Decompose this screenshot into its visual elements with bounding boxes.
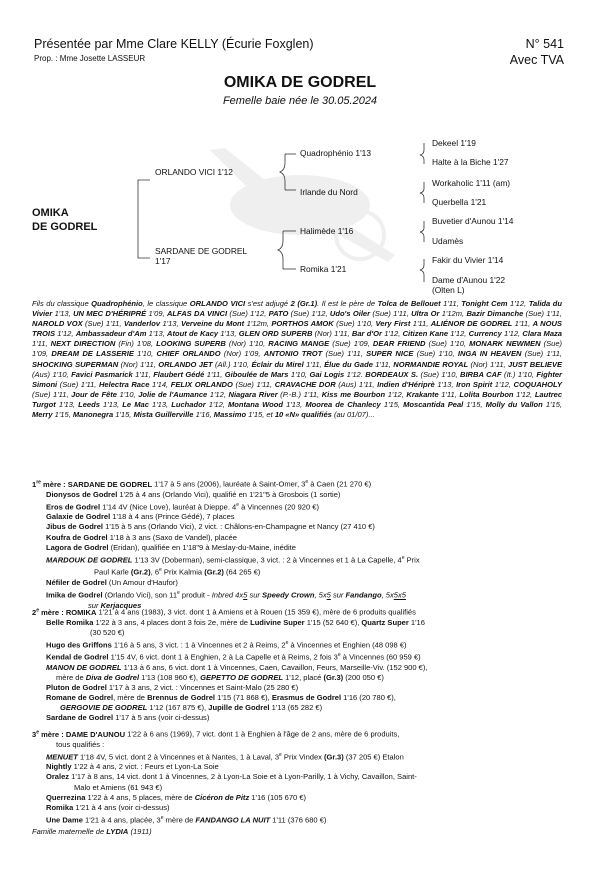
second-dam-section: 2e mère : ROMIKA 1'21 à 4 ans (1983), 3 vict. dont 1 à Amiens et à Rouen (15 359 €), mère de 6 produits qualifiés Belle Romika 1'22 à 3 ans, 4 places dont 3 fois 2e, mère de Ludivine Super 1'15 (52 640 €), Quartz Super 1'16 (30 520 €) Hugo des Griffons 1'16 à 5 ans, 3 vict. : 1 à Vincennes et 2 à Reims, 2e à Vincennes et Enghien (48 098 €) Kendal de Godrel 1'15 4V, 6 vict. dont 1 à Enghien, 2 à La Capelle et à Reims, 2 fois 3e à Vincennes (60 959 €) MANON DE GODREL 1'13 à 6 ans, 6 vict. dont 1 à Vincennes, Caen, Cavaillon, Feurs, Marseille-Viv. (152 900 €), mère de Diva de Godrel 1'13 (108 960 €), GEPETTO DE GODREL 1'12, placé (Gr.3) (200 050 €) Pluton de Godrel 1'17 à 3 ans, 2 vict. : Vincennes et Saint-Malo (25 280 €) Romane de Godrel, mère de Brennus de Godrel 1'15 (71 868 €), Erasmus de Godrel 1'16 (20 780 €), GERGOVIE DE GODREL 1'12 (167 875 €), Jupille de Godrel 1'13 (65 282 €) Sardane de Godrel 1'17 à 5 ans (voir ci-dessus): [32, 607, 428, 723]
pedigree-dsd: Udamès: [432, 236, 464, 246]
pedigree-sire-sire: Quadrophénio 1'13: [300, 148, 371, 158]
pedigree-ddd: Dame d'Aunou 1'22 (Olten L): [432, 275, 506, 295]
pedigree-subject: OMIKA DE GODREL: [32, 207, 98, 233]
pedigree-sire-dam: Irlande du Nord: [300, 187, 358, 197]
horse-name: OMIKA DE GODREL: [223, 74, 377, 91]
pedigree-sss: Dekeel 1'19: [432, 138, 476, 148]
pedigree-dam-sire: Halimède 1'16: [300, 226, 354, 236]
sire-paragraph: Fils du classique Quadrophénio, le classique ORLANDO VICI s'est adjugé 2 (Gr.1). Il est le père de Tolca de Bellouet 1'11, Tonight Cem 1'12, Talida du Vivier 1'13, UN MEC D'HÉRIPRÉ 1'09, ALFAS DA VINCI (Sue) 1'12, PATO (Sue) 1'12, Udo's Oiler (Sue) 1'11, Ultra Or 1'12m, Bazir Dimanche (Sue) 1'11, NAROLD VOX (Sue) 1'11, Vanderlov 1'13, Verveine du Mont 1'12m, PORTHOS AMOK (Sue) 1'10, Very First 1'11, ALIÉNOR DE GODREL 1'11, A NOUS TROIS 1'12, Ambassadeur d'Am 1'13, Atout de Kacy 1'13, GLEN ORD SUPERB (Nor) 1'11, Bar d'Or 1'12, Citizen Kane 1'12, Currency 1'12, Clara Maza 1'11, NEXT DIRECTION (Fin) 1'08, LOOKING SUPERB (Nor) 1'10, RACING MANGE (Sue) 1'09, DEAR FRIEND (Sue) 1'10, MONARK NEWMEN (Sue) 1'09, DREAM DE LASSERIE 1'10, CHIEF ORLANDO (Nor) 1'09, ANTONIO TROT (Sue) 1'11, SUPER NICE (Sue) 1'10, INGA IN HEAVEN (Sue) 1'11, SHOCKING SUPERMAN (Nor) 1'11, ORLANDO JET (All.) 1'10, Éclair du Mirel 1'11, Élue du Gade 1'11, NORMANDIE ROYAL (Nor) 1'11, JUST BELIEVE (Aus) 1'10, Favici Pasmarick 1'11, Flaubert Gédé 1'11, Giboulée de Mars 1'10, Gai Logis 1'12. BORDEAUX S. (Sue) 1'10, BIRBA CAF (It.) 1'10, Fighter Simoni (Sue) 1'11, Helectra Race 1'14, FELIX ORLANDO (Sue) 1'11, CRAVACHE DOR (Aus) 1'11, Indien d'Hériprè 1'13, Iron Spirit 1'12, COQUAHOLY (Sue) 1'11, Jour de Fête 1'10, Jolie de l'Aumance 1'12, Niagara River (P.-B.) 1'11, Kiss me Bourbon 1'12, Krakante 1'11, Lolita Bourbon 1'12, Lautrec Turgot 1'13, Leeds 1'13, Le Mac 1'13, Luchador 1'12, Montana Wood 1'13, Moorea de Chanlecy 1'15, Moscantida Peal 1'15, Molly du Vallon 1'15, Merry 1'15, Manonegra 1'15, Mista Guillerville 1'16, Massimo 1'15, et 10 «N» qualifiés (au 01/07)...: [32, 299, 563, 420]
pedigree-dam-dam: Romika 1'21: [300, 264, 347, 274]
horse-subtitle: Femelle baie née le 30.05.2024: [222, 95, 378, 107]
pedigree-dss: Buvetier d'Aunou 1'14: [432, 216, 514, 226]
maternal-family: Famille maternelle de LYDIA (1911): [32, 827, 152, 836]
lot-number: N° 541: [525, 37, 564, 51]
presenter: Présentée par Mme Clare KELLY (Écurie Foxglen): [34, 37, 314, 51]
vat-label: Avec TVA: [509, 53, 564, 67]
pedigree-sds: Workaholic 1'11 (am): [432, 178, 511, 188]
pedigree-dam: SARDANE DE GODREL 1'17: [155, 246, 248, 266]
pedigree-sdd: Querbella 1'21: [432, 197, 487, 207]
pedigree-dds: Fakir du Vivier 1'14: [432, 255, 504, 265]
third-dam-section: 3e mère : DAME D'AUNOU 1'22 à 6 ans (1969), 7 vict. dont 1 à Enghien à l'âge de 2 ans, mère de 6 produits, tous qualifiés : MENUET 1'18 4V, 5 vict. dont 2 à Vincennes et à Nantes, 1 à Laval, 3e Prix Vindex (Gr.3) (37 205 €) Etalon Nightly 1'22 à 4 ans, 2 vict. : Feurs et Lyon-La Soie Oralez 1'17 à 8 ans, 14 vict. dont 1 à Vincennes, 2 à Lyon-La Soie et à Lyon-Parilly, 1 à Vichy, Cavaillon, Saint- Malo et Amiens (61 943 €) Querrezina 1'22 à 4 ans, 5 places, mère de Cicéron de Pitz 1'16 (105 670 €) Romika 1'21 à 4 ans (voir ci-dessus) Une Dame 1'21 à 4 ans, placée, 3e mère de FANDANGO LA NUIT 1'11 (376 680 €): [32, 729, 417, 825]
pedigree-sire: ORLANDO VICI 1'12: [155, 167, 233, 177]
pedigree-ssd: Halte à la Biche 1'27: [432, 157, 509, 167]
first-dam-section: 1re mère : SARDANE DE GODREL 1'17 à 5 ans (2006), lauréate à Saint-Omer, 3e à Caen (21 270 €) Dionysos de Godrel 1'25 à 4 ans (Orlando Vici), qualifié en 1'21"5 à Grosbois (1 sortie) Eros de Godrel 1'14 4V (Nice Love), lauréat à Dieppe. 4e à Vincennes (20 920 €) Galaxie de Godrel 1'18 à 4 ans (Prince Gédé), 7 places Jibus de Godrel 1'15 à 5 ans (Orlando Vici), 2 vict. : Châlons-en-Champagne et Nancy (27 410 €) Koufra de Godrel 1'18 à 3 ans (Saxo de Vandel), placée Lagora de Godrel (Eridan), qualifiée en 1'18"9 à Meslay-du-Maine, inédite MARDOUK DE GODREL 1'13 3V (Doberman), semi-classique, 3 vict. : 2 à Vincennes et 1 à La Capelle, 4e Prix Paul Karle (Gr.2), 6e Prix Kalmia (Gr.2) (64 265 €) Néfiler de Godrel (Un Amour d'Haufor) Imika de Godrel (Orlando Vici), son 11e produit - Inbred 4x5 sur Speedy Crown, 5x5 sur Fandango, 5x5x5 sur Kerjacques: [32, 479, 420, 610]
owner: Prop. : Mme Josette LASSEUR: [34, 54, 146, 63]
